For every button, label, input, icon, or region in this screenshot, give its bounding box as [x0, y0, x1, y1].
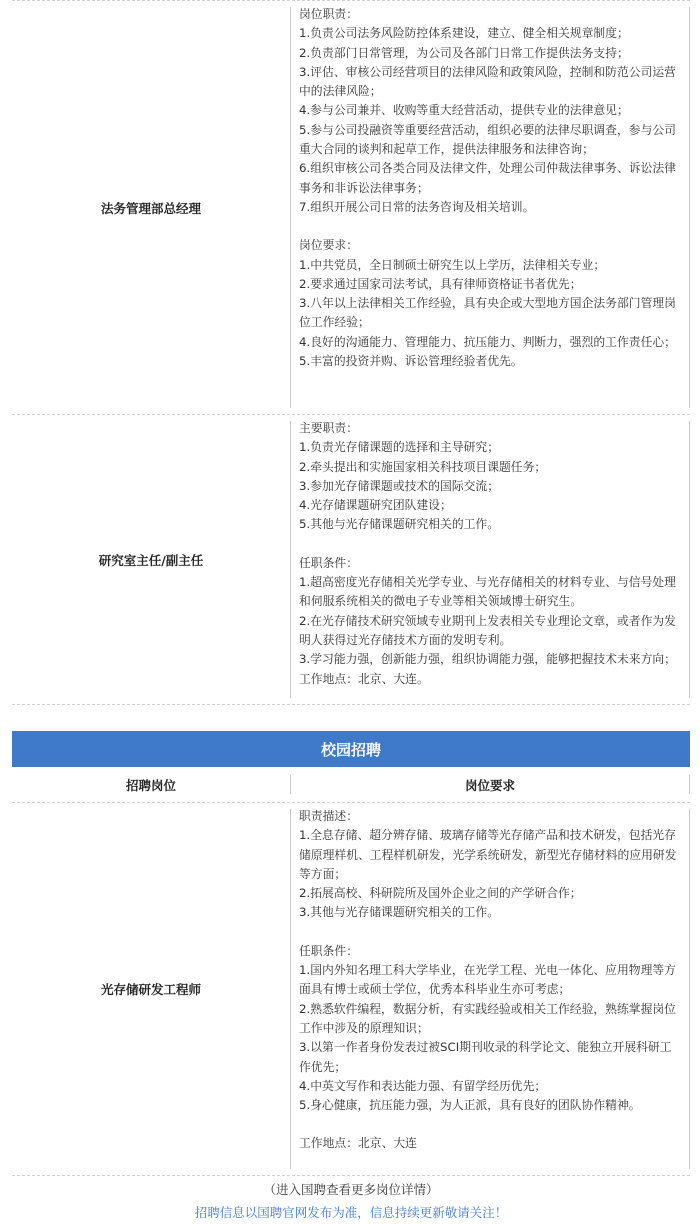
campus-recruitment-banner: 校园招聘: [12, 731, 690, 767]
section-heading: 岗位要求：: [299, 238, 358, 253]
position-title: 光存储研发工程师: [100, 982, 201, 997]
requirement-line: 4.中英文写作和表达能力强、有留学经历优先；: [299, 1078, 547, 1093]
more-positions-link[interactable]: （进入国聘查看更多岗位详情）: [263, 1182, 439, 1197]
section-heading: 主要职责：: [299, 421, 358, 435]
requirement-line: 2.在光存储技术研究领域专业期刊上发表相关专业理论文章，或者作为发明人获得过光存储技术方面的发明专利。: [299, 613, 676, 647]
duty-line: 2.牵头提出和实施国家相关科技项目课题任务；: [299, 459, 547, 474]
column-header-requirements: 岗位要求: [290, 767, 690, 802]
duty-line: 1.负责公司法务风险防控体系建设，建立、健全相关规章制度；: [299, 26, 629, 41]
duty-line: 5.参与公司投融资等重要经营活动，组织必要的法律尽职调查，参与公司重大合同的谈判和起草工作，提供法律服务和法律咨询；: [299, 122, 676, 157]
position-title: 研究室主任/副主任: [98, 552, 204, 568]
section-heading: 任职条件：: [299, 555, 358, 570]
requirement-line: 2.熟悉软件编程，数据分析，有实践经验或相关工作经验，熟练掌握岗位工作中涉及的原理知识；: [299, 1001, 676, 1035]
requirement-line: 1.中共党员，全日制硕士研究生以上学历，法律相关专业；: [299, 257, 606, 272]
position-row-research-lead: [12, 415, 690, 705]
position-row-legal: [12, 0, 690, 415]
work-location: 工作地点：北京、大连: [299, 1136, 417, 1151]
duty-line: 1.全息存储、超分辨存储、玻璃存储等光存储产品和技术研发，包括光存储原理样机、工程样机研发，光学系统研发，新型光存储材料的应用研发等方面；: [299, 828, 677, 881]
requirement-line: 3.以第一作者身份发表过被SCI期刊收录的科学论文、能独立开展科研工作优先；: [299, 1040, 672, 1074]
position-title: 法务管理部总经理: [100, 200, 201, 216]
duty-line: 4.光存储课题研究团队建设；: [299, 498, 452, 513]
duty-line: 3.其他与光存储课题研究相关的工作。: [299, 905, 500, 920]
duty-line: 3.评估、审核公司经营项目的法律风险和政策风险，控制和防范公司运营中的法律风险；: [299, 64, 676, 99]
requirement-line: 1.国内外知名理工科大学毕业，在光学工程、光电一体化、应用物理等方面具有博士或硕士学位，优秀本科毕业生亦可考虑；: [299, 963, 676, 997]
requirement-line: 5.丰富的投资并购、诉讼管理经验者优先。: [299, 354, 523, 369]
position-details: [290, 1, 690, 414]
duty-line: 7.组织开展公司日常的法务咨询及相关培训。: [299, 199, 535, 214]
section-heading: 职责描述：: [299, 809, 358, 823]
requirement-line: 5.身心健康，抗压能力强，为人正派，具有良好的团队协作精神。: [299, 1098, 641, 1113]
column-header-position: 招聘岗位: [125, 777, 176, 793]
duty-line: 3.参加光存储课题或技术的国际交流；: [299, 478, 500, 493]
requirement-line: 3.八年以上法律相关工作经验，具有央企或大型地方国企法务部门管理岗位工作经验；: [299, 296, 676, 330]
requirement-line: 3.学习能力强，创新能力强，组织协调能力强，能够把握技术未来方向；工作地点：北京、大连。: [299, 652, 676, 686]
footer: [12, 1176, 690, 1225]
requirement-line: 2.要求通过国家司法考试，具有律师资格证书者优先；: [299, 276, 582, 291]
duty-line: 1.负责光存储课题的选择和主导研究；: [299, 440, 500, 455]
position-row-optical-engineer: [12, 803, 690, 1176]
position-details: [290, 803, 690, 1175]
update-note: 招聘信息以国聘官网发布为准，信息持续更新敬请关注！: [194, 1205, 508, 1220]
table-header: [12, 767, 690, 803]
duty-line: 5.其他与光存储课题研究相关的工作。: [299, 517, 500, 532]
duty-line: 2.负责部门日常管理，为公司及各部门日常工作提供法务支持；: [299, 45, 629, 60]
duty-line: 6.组织审核公司各类合同及法律文件，处理公司仲裁法律事务、诉讼法律事务和非诉讼法律事务；: [299, 161, 676, 195]
duty-line: 2.拓展高校、科研院所及国外企业之间的产学研合作；: [299, 886, 582, 901]
section-heading: 任职条件：: [299, 943, 358, 958]
section-heading: 岗位职责：: [299, 7, 358, 21]
position-details: [290, 415, 690, 704]
requirement-line: 1.超高密度光存储相关光学专业、与光存储相关的材料专业、与信号处理和伺服系统相关的微电子专业等相关领域博士研究生。: [299, 575, 676, 609]
duty-line: 4.参与公司兼并、收购等重大经营活动，提供专业的法律意见；: [299, 103, 629, 118]
requirement-line: 4.良好的沟通能力、管理能力、抗压能力、判断力，强烈的工作责任心；: [299, 334, 676, 349]
